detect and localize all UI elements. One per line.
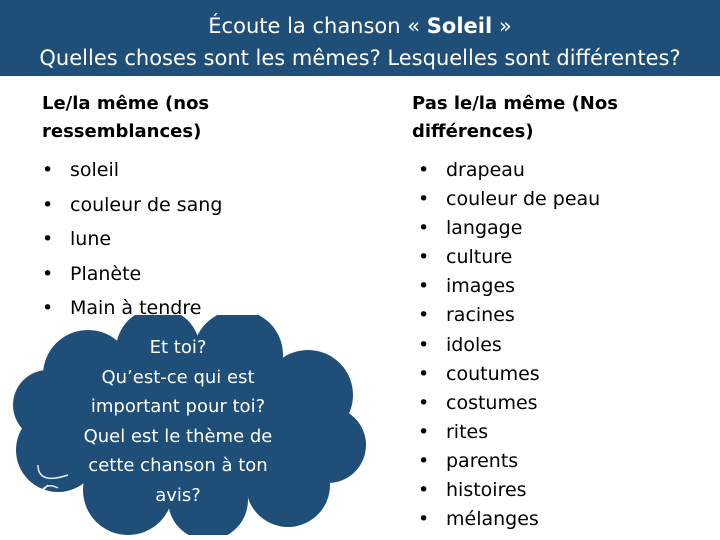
list-item: • racines <box>418 301 600 330</box>
list-item: • idoles <box>418 331 600 360</box>
thought-cloud <box>8 315 368 535</box>
list-item: • mélanges <box>418 505 600 534</box>
list-item: • Main à tendre <box>42 291 222 326</box>
list-item: • images <box>418 272 600 301</box>
list-item: • drapeau <box>418 156 600 185</box>
differences-heading: Pas le/la même (Nos différences) <box>412 93 618 142</box>
differences-list <box>418 156 600 534</box>
title-suffix: » <box>492 14 512 38</box>
list-item: • lune <box>42 222 222 257</box>
list-item: • couleur de sang <box>42 188 222 223</box>
list-item: • rites <box>418 418 600 447</box>
list-item: • parents <box>418 447 600 476</box>
list-item: • Planète <box>42 257 222 292</box>
list-item: • costumes <box>418 389 600 418</box>
list-item: • soleil <box>42 153 222 188</box>
cloud-line: avis? <box>155 484 201 506</box>
title-prefix: Écoute la chanson « <box>208 14 427 38</box>
similarities-list <box>42 153 222 326</box>
similarities-heading: Le/la même (nos ressemblances) <box>42 93 210 142</box>
slide-question: Quelles choses sont les mêmes? Lesquelles sont différentes? <box>39 46 681 70</box>
list-item: • couleur de peau <box>418 185 600 214</box>
title-banner <box>0 0 720 76</box>
cloud-line: important pour toi? <box>90 396 266 417</box>
list-item: • histoires <box>418 476 600 505</box>
list-item: • langage <box>418 214 600 243</box>
cloud-line: cette chanson à ton <box>88 455 268 476</box>
slide-title <box>0 14 720 38</box>
cloud-line: Qu’est-ce qui est <box>101 366 255 388</box>
list-item: • culture <box>418 243 600 272</box>
list-item: • coutumes <box>418 360 600 389</box>
cloud-line: Et toi? <box>149 337 207 358</box>
song-title: Soleil <box>426 14 493 38</box>
cloud-line: Quel est le thème de <box>83 425 273 447</box>
cloud-question <box>48 333 308 510</box>
